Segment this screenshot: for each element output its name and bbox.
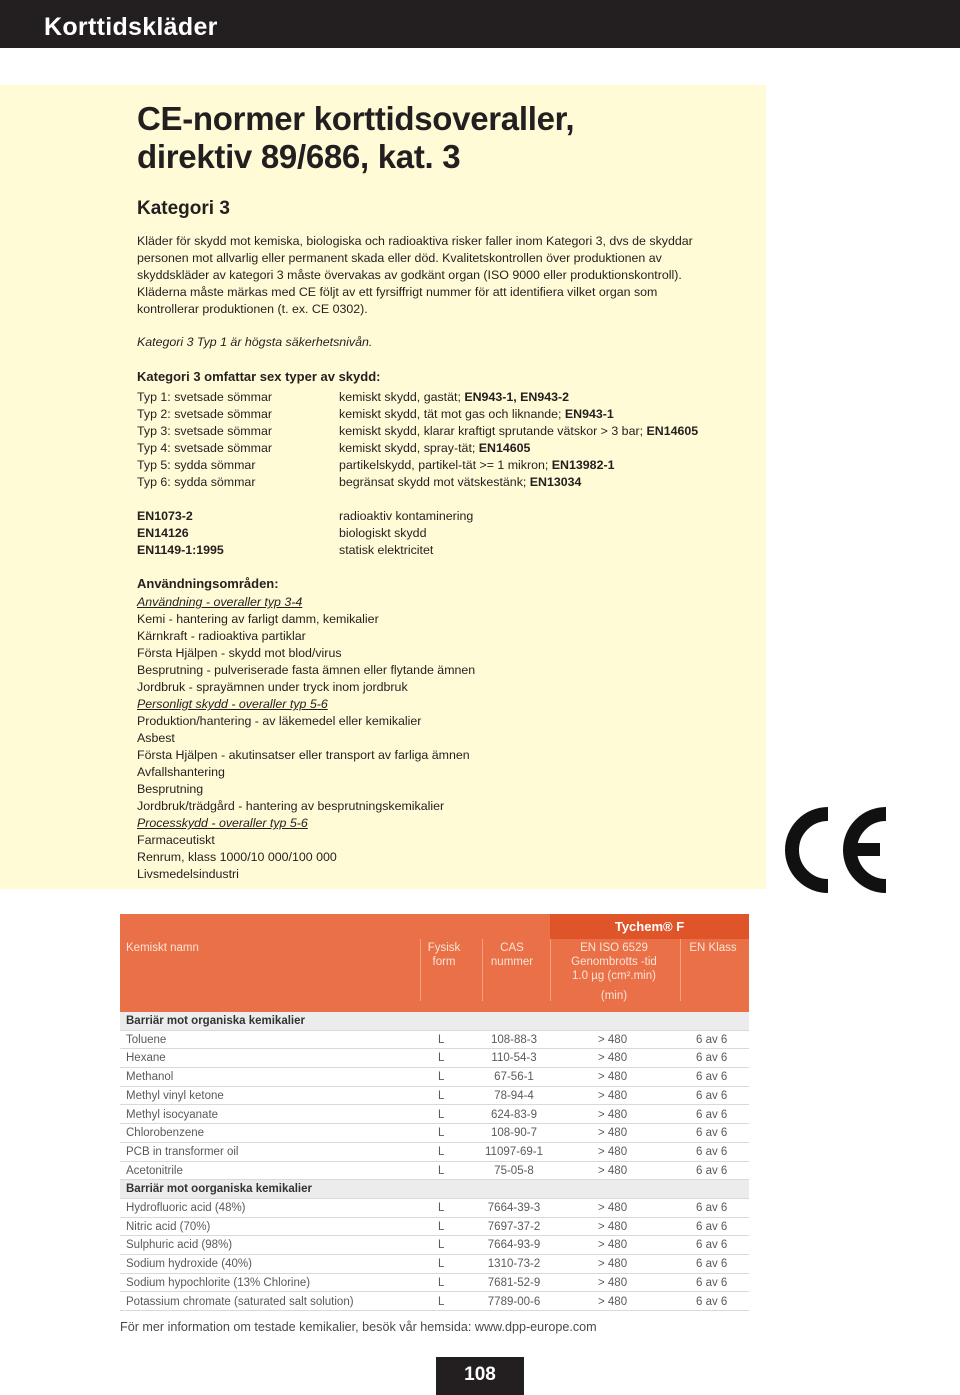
breakthrough-time: > 480 <box>598 1276 628 1289</box>
table-row <box>120 1068 749 1087</box>
usage-item: Renrum, klass 1000/10 000/100 000 <box>137 850 337 864</box>
section-title: Barriär mot organiska kemikalier <box>126 1015 305 1027</box>
physical-form: L <box>438 1202 445 1214</box>
header-chemical-name: Kemiskt namn <box>126 942 199 954</box>
cas-number: 108-88-3 <box>490 1033 538 1046</box>
footer-note: För mer information om testade kemikalier, besök vår hemsida: www.dpp-europe.com <box>120 1320 597 1334</box>
intro-line: kontrollerar produktionen (t. ex. CE 0302). <box>137 302 368 316</box>
usage-item: Kemi - hantering av farligt damm, kemikalier <box>137 612 379 626</box>
cas-number: 11097-69-1 <box>485 1145 543 1158</box>
usage-section-title: Processkydd - overaller typ 5-6 <box>137 816 308 830</box>
chemical-name: Hexane <box>126 1052 166 1065</box>
type-name: Typ 3: svetsade sömmar <box>137 424 272 438</box>
table-section-header <box>120 1012 749 1031</box>
usage-item: Besprutning <box>137 782 204 796</box>
table-row <box>120 1162 749 1181</box>
table-row <box>120 1199 749 1218</box>
standard-code: EN14126 <box>137 526 189 540</box>
cas-number: 67-56-1 <box>494 1071 534 1084</box>
chemical-name: Methyl isocyanate <box>126 1108 219 1121</box>
en-class: 6 av 6 <box>696 1258 728 1271</box>
physical-form: L <box>438 1239 445 1252</box>
type-description: kemiskt skydd, spray-tät; EN14605 <box>339 441 531 455</box>
type-description: kemiskt skydd, klarar kraftigt sprutande vätskor > 3 bar; EN14605 <box>339 424 699 438</box>
cas-number: 7664-39-3 <box>487 1202 541 1214</box>
type-standard: EN14605 <box>646 424 699 438</box>
ce-mark-icon <box>778 800 892 900</box>
breakthrough-time: > 480 <box>598 1033 628 1046</box>
safety-note: Kategori 3 Typ 1 är högsta säkerhetsnivån. <box>137 335 373 349</box>
standard-description: radioaktiv kontaminering <box>339 509 474 523</box>
usage-item: Asbest <box>137 731 175 745</box>
chemical-name: Sodium hypochlorite (13% Chlorine) <box>126 1276 311 1289</box>
header-en-class: EN Klass <box>689 942 737 954</box>
table-row <box>120 1255 749 1274</box>
heading-line-1: CE-normer korttidsoveraller, <box>137 100 575 137</box>
table-row <box>120 1274 749 1293</box>
table-header <box>120 914 749 1012</box>
physical-form: L <box>438 1258 445 1271</box>
en-class: 6 av 6 <box>696 1127 728 1140</box>
type-standard: EN14605 <box>478 441 531 455</box>
header-divider <box>680 939 681 1001</box>
breakthrough-time: > 480 <box>598 1295 628 1308</box>
header-cas-number: CAS nummer <box>490 942 534 968</box>
page-number: 108 <box>436 1357 524 1395</box>
type-description: kemiskt skydd, gastät; EN943-1, EN943-2 <box>339 390 570 404</box>
chemical-name: Acetonitrile <box>126 1164 183 1177</box>
physical-form: L <box>438 1276 445 1289</box>
breakthrough-time: > 480 <box>598 1164 628 1177</box>
cas-number: 1310-73-2 <box>487 1258 541 1271</box>
cas-number: 7789-00-6 <box>487 1295 541 1308</box>
intro-line: personen mot allvarlig eller permanent skada eller död. Kvalitetskontrollen över produktionen av <box>137 251 662 265</box>
chemical-name: Sulphuric acid (98%) <box>126 1239 233 1252</box>
standard-description: statisk elektricitet <box>339 543 434 557</box>
usage-item: Produktion/hantering - av läkemedel eller kemikalier <box>137 714 422 728</box>
type-standard: EN943-1 <box>564 407 614 421</box>
table-row <box>120 1049 749 1068</box>
breakthrough-time: > 480 <box>598 1089 628 1102</box>
header-physical-form: Fysisk form <box>427 942 461 968</box>
header-divider <box>482 939 483 1001</box>
physical-form: L <box>438 1033 445 1046</box>
en-class: 6 av 6 <box>696 1276 728 1289</box>
cas-number: 108-90-7 <box>490 1127 538 1140</box>
usage-section-title: Personligt skydd - overaller typ 5-6 <box>137 697 328 711</box>
intro-text <box>137 233 757 318</box>
category-heading: Kategori 3 <box>137 198 230 219</box>
header-divider <box>550 939 551 1001</box>
chemical-name: Toluene <box>126 1033 167 1046</box>
intro-line: Kläderna måste märkas med CE följt av ett fyrsiffrigt nummer för att identifiera vilket organ som <box>137 285 658 299</box>
physical-form: L <box>438 1108 445 1121</box>
breakthrough-time: > 480 <box>598 1220 628 1233</box>
section-title: Barriär mot oorganiska kemikalier <box>126 1183 312 1196</box>
intro-line: skyddskläder av kategori 3 måste övervakas av godkänt organ (ISO 9000 eller produktionskontroll). <box>137 268 682 282</box>
en-class: 6 av 6 <box>696 1052 728 1065</box>
usage-item: Jordbruk - sprayämnen under tryck inom jordbruk <box>137 680 408 694</box>
cas-number: 624-83-9 <box>490 1108 538 1121</box>
usage-item: Första Hjälpen - skydd mot blod/virus <box>137 646 342 660</box>
physical-form: L <box>438 1295 445 1308</box>
type-name: Typ 4: svetsade sömmar <box>137 441 272 455</box>
en-class: 6 av 6 <box>696 1108 728 1121</box>
header-divider <box>420 939 421 1001</box>
breakthrough-time: > 480 <box>598 1108 628 1121</box>
usage-item: Livsmedelsindustri <box>137 867 239 881</box>
physical-form: L <box>438 1164 445 1177</box>
type-name: Typ 1: svetsade sömmar <box>137 390 272 404</box>
table-row <box>120 1236 749 1255</box>
chemical-name: Chlorobenzene <box>126 1127 205 1140</box>
table-row <box>120 1087 749 1106</box>
breakthrough-time: > 480 <box>598 1202 628 1214</box>
chemical-name: Methanol <box>126 1071 174 1084</box>
standard-code: EN1073-2 <box>137 509 193 523</box>
type-name: Typ 5: sydda sömmar <box>137 458 256 472</box>
chemical-name: Methyl vinyl ketone <box>126 1089 224 1102</box>
breakthrough-time: > 480 <box>598 1145 628 1158</box>
en-class: 6 av 6 <box>696 1089 728 1102</box>
usage-list <box>137 594 475 883</box>
type-standard: EN13982-1 <box>551 458 615 472</box>
physical-form: L <box>438 1127 445 1140</box>
header-breakthrough-time: EN ISO 6529 Genombrotts -tid 1.0 µg (cm².min) (min) <box>571 942 657 1002</box>
table-row <box>120 1218 749 1237</box>
chemical-name: Sodium hydroxide (40%) <box>126 1258 252 1271</box>
cas-number: 75-05-8 <box>494 1164 534 1177</box>
top-bar <box>0 0 960 48</box>
breakthrough-time: > 480 <box>598 1071 628 1084</box>
chemical-name: Hydrofluoric acid (48%) <box>126 1202 246 1214</box>
usage-heading: Användningsområden: <box>137 576 279 591</box>
intro-line: Kläder för skydd mot kemiska, biologiska och radioaktiva risker faller inom Kategori 3, dvs de skyddar <box>137 234 693 248</box>
chemical-name: PCB in transformer oil <box>126 1145 239 1158</box>
table-row <box>120 1124 749 1143</box>
breakthrough-time: > 480 <box>598 1127 628 1140</box>
types-heading: Kategori 3 omfattar sex typer av skydd: <box>137 369 381 384</box>
physical-form: L <box>438 1071 445 1084</box>
cas-number: 7681-52-9 <box>487 1276 541 1289</box>
heading-line-2: direktiv 89/686, kat. 3 <box>137 138 461 175</box>
table-row <box>120 1106 749 1125</box>
usage-item: Farmaceutiskt <box>137 833 215 847</box>
type-description: begränsat skydd mot vätskestänk; EN13034 <box>339 475 582 489</box>
breakthrough-time: > 480 <box>598 1052 628 1065</box>
cas-number: 78-94-4 <box>494 1089 534 1102</box>
breakthrough-time: > 480 <box>598 1239 628 1252</box>
table-row <box>120 1031 749 1050</box>
chemical-name: Potassium chromate (saturated salt solution) <box>126 1295 354 1308</box>
type-description: kemiskt skydd, tät mot gas och liknande; EN943-1 <box>339 407 614 421</box>
usage-item: Avfallshantering <box>137 765 225 779</box>
usage-item: Jordbruk/trädgård - hantering av besprutningskemikalier <box>137 799 445 813</box>
en-class: 6 av 6 <box>696 1239 728 1252</box>
table-row <box>120 1143 749 1162</box>
table-section-header <box>120 1180 749 1199</box>
en-class: 6 av 6 <box>696 1202 728 1214</box>
en-class: 6 av 6 <box>696 1145 728 1158</box>
chemical-resistance-table <box>120 914 749 1310</box>
usage-item: Första Hjälpen - akutinsatser eller transport av farliga ämnen <box>137 748 470 762</box>
brand-name: Tychem® F <box>614 919 685 934</box>
en-class: 6 av 6 <box>696 1164 728 1177</box>
cas-number: 7697-37-2 <box>487 1220 541 1233</box>
usage-item: Kärnkraft - radioaktiva partiklar <box>137 629 306 643</box>
physical-form: L <box>438 1052 445 1065</box>
cas-number: 110-54-3 <box>491 1052 537 1065</box>
table-row <box>120 1293 749 1312</box>
en-class: 6 av 6 <box>696 1033 728 1046</box>
physical-form: L <box>438 1145 445 1158</box>
breakthrough-time: > 480 <box>598 1258 628 1271</box>
type-name: Typ 2: svetsade sömmar <box>137 407 272 421</box>
physical-form: L <box>438 1089 445 1102</box>
chemical-name: Nitric acid (70%) <box>126 1220 211 1233</box>
type-standard: EN13034 <box>529 475 582 489</box>
standard-description: biologiskt skydd <box>339 526 427 540</box>
page-heading <box>137 100 574 176</box>
page-section-title: Korttidskläder <box>44 13 218 41</box>
usage-section-title: Användning - overaller typ 3-4 <box>137 595 303 609</box>
en-class: 6 av 6 <box>696 1071 728 1084</box>
cas-number: 7664-93-9 <box>487 1239 541 1252</box>
physical-form: L <box>438 1220 445 1233</box>
usage-item: Besprutning - pulveriserade fasta ämnen eller flytande ämnen <box>137 663 476 677</box>
type-standard: EN943-1, EN943-2 <box>464 390 570 404</box>
standard-code: EN1149-1:1995 <box>137 543 224 557</box>
type-name: Typ 6: sydda sömmar <box>137 475 256 489</box>
en-class: 6 av 6 <box>696 1295 728 1308</box>
type-description: partikelskydd, partikel-tät >= 1 mikron; EN13982-1 <box>339 458 615 472</box>
en-class: 6 av 6 <box>696 1220 728 1233</box>
